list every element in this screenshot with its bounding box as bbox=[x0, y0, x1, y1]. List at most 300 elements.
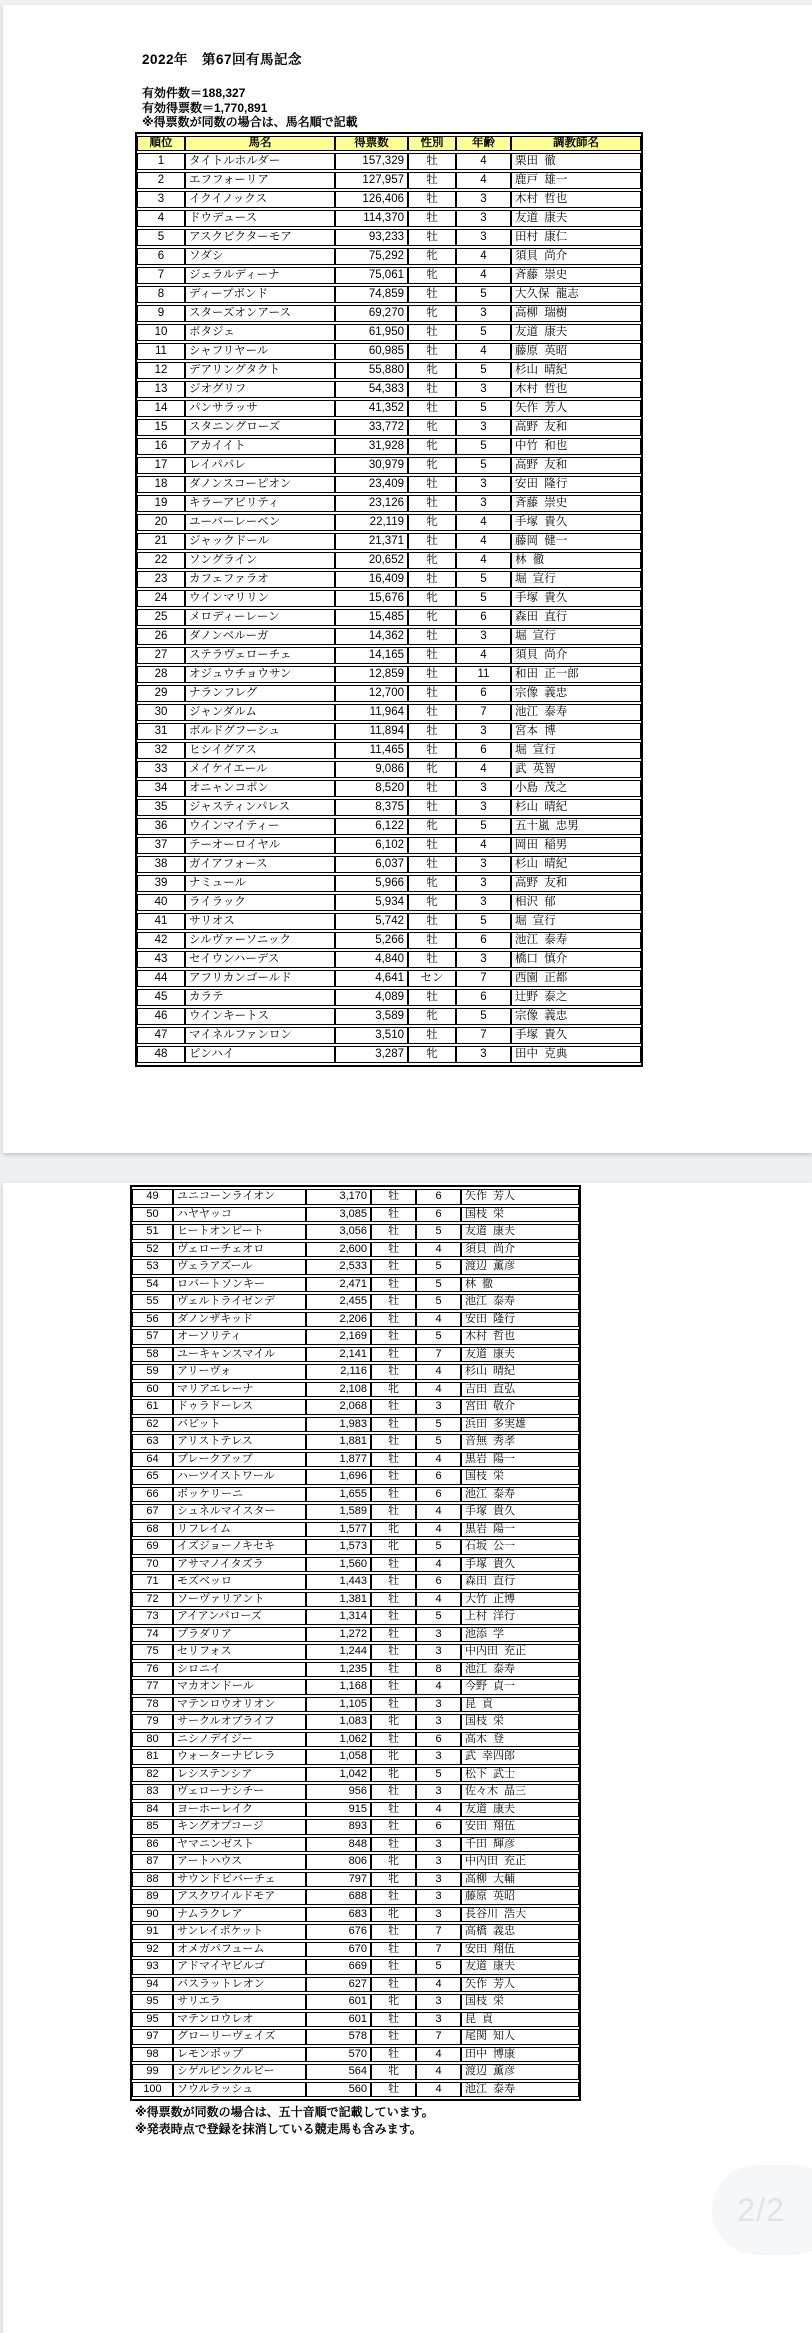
horse-name-cell: ジャンダルム bbox=[185, 704, 335, 721]
age-cell: 3 bbox=[456, 229, 511, 246]
table-row bbox=[137, 989, 641, 1006]
votes-cell: 1,560 bbox=[306, 1557, 371, 1573]
votes-cell: 893 bbox=[306, 1819, 371, 1835]
votes-cell: 1,314 bbox=[306, 1609, 371, 1625]
horse-name-cell: ウインマリリン bbox=[185, 590, 335, 607]
votes-cell: 114,370 bbox=[335, 210, 408, 227]
table-row bbox=[132, 1417, 579, 1433]
rank-cell: 95 bbox=[132, 2012, 173, 2028]
table-row bbox=[132, 1977, 579, 1993]
rank-cell: 18 bbox=[137, 476, 185, 493]
votes-cell: 127,957 bbox=[335, 172, 408, 189]
votes-cell: 4,840 bbox=[335, 951, 408, 968]
rank-cell: 17 bbox=[137, 457, 185, 474]
votes-cell: 6,122 bbox=[335, 818, 408, 835]
sex-cell: 牡 bbox=[408, 324, 456, 341]
age-cell: 7 bbox=[416, 1942, 461, 1958]
table-row bbox=[132, 1749, 579, 1765]
table-row bbox=[137, 590, 641, 607]
horse-name-cell: ニシノデイジー bbox=[173, 1732, 306, 1748]
horse-name-cell: サークルオブライフ bbox=[173, 1714, 306, 1730]
age-cell: 4 bbox=[456, 267, 511, 284]
table-row bbox=[132, 2029, 579, 2045]
trainer-cell: 高野 友和 bbox=[511, 419, 641, 436]
votes-cell: 2,169 bbox=[306, 1329, 371, 1345]
trainer-cell: 森田 直行 bbox=[511, 609, 641, 626]
age-cell: 5 bbox=[416, 1294, 461, 1310]
sex-cell: 牡 bbox=[408, 571, 456, 588]
table-row bbox=[132, 1767, 579, 1783]
age-cell: 5 bbox=[456, 286, 511, 303]
trainer-cell: 上村 洋行 bbox=[461, 1609, 579, 1625]
sex-cell: 牡 bbox=[408, 343, 456, 360]
rank-cell: 40 bbox=[137, 894, 185, 911]
votes-cell: 8,375 bbox=[335, 799, 408, 816]
horse-name-cell: カフェファラオ bbox=[185, 571, 335, 588]
horse-name-cell: アカイイト bbox=[185, 438, 335, 455]
sex-cell: 牡 bbox=[371, 1242, 416, 1258]
rank-cell: 15 bbox=[137, 419, 185, 436]
horse-name-cell: ガイアフォース bbox=[185, 856, 335, 873]
table-row bbox=[132, 1452, 579, 1468]
trainer-cell: 須貝 尚介 bbox=[511, 248, 641, 265]
rank-cell: 92 bbox=[132, 1942, 173, 1958]
table-row bbox=[137, 438, 641, 455]
votes-cell: 1,062 bbox=[306, 1732, 371, 1748]
trainer-cell: 田中 克典 bbox=[511, 1046, 641, 1063]
trainer-cell: 長谷川 浩大 bbox=[461, 1907, 579, 1923]
rank-cell: 52 bbox=[132, 1242, 173, 1258]
rank-cell: 11 bbox=[137, 343, 185, 360]
horse-name-cell: デアリングタクト bbox=[185, 362, 335, 379]
trainer-cell: 黒岩 陽一 bbox=[461, 1452, 579, 1468]
ranking-table-page1 bbox=[135, 132, 643, 1067]
horse-name-cell: キラーアビリティ bbox=[185, 495, 335, 512]
age-cell: 3 bbox=[456, 780, 511, 797]
table-row bbox=[132, 1207, 579, 1223]
age-cell: 7 bbox=[456, 1027, 511, 1044]
age-cell: 6 bbox=[456, 932, 511, 949]
rank-cell: 72 bbox=[132, 1592, 173, 1608]
rank-cell: 63 bbox=[132, 1434, 173, 1450]
sex-cell: 牝 bbox=[408, 609, 456, 626]
rank-cell: 86 bbox=[132, 1837, 173, 1853]
votes-cell: 1,058 bbox=[306, 1749, 371, 1765]
rank-cell: 41 bbox=[137, 913, 185, 930]
trainer-cell: 橋口 慎介 bbox=[511, 951, 641, 968]
horse-name-cell: ピンハイ bbox=[185, 1046, 335, 1063]
horse-name-cell: リフレイム bbox=[173, 1522, 306, 1538]
rank-cell: 23 bbox=[137, 571, 185, 588]
horse-name-cell: シロニイ bbox=[173, 1662, 306, 1678]
sex-cell: 牝 bbox=[371, 2064, 416, 2080]
horse-name-cell: イクイノックス bbox=[185, 191, 335, 208]
sex-cell: 牡 bbox=[408, 932, 456, 949]
sex-cell: 牡 bbox=[371, 1347, 416, 1363]
age-cell: 4 bbox=[416, 1592, 461, 1608]
trainer-cell: 石坂 公一 bbox=[461, 1539, 579, 1555]
age-cell: 5 bbox=[416, 1417, 461, 1433]
trainer-cell: 黒岩 陽一 bbox=[461, 1522, 579, 1538]
rank-cell: 90 bbox=[132, 1907, 173, 1923]
table-row bbox=[132, 1662, 579, 1678]
votes-cell: 9,086 bbox=[335, 761, 408, 778]
table-row bbox=[132, 1382, 579, 1398]
votes-cell: 2,141 bbox=[306, 1347, 371, 1363]
sex-cell: 牡 bbox=[371, 1924, 416, 1940]
sex-cell: 牡 bbox=[371, 1224, 416, 1240]
table-row bbox=[132, 1347, 579, 1363]
rank-cell: 77 bbox=[132, 1679, 173, 1695]
sex-cell: 牡 bbox=[371, 1679, 416, 1695]
horse-name-cell: ヤマニンゼスト bbox=[173, 1837, 306, 1853]
rank-cell: 82 bbox=[132, 1767, 173, 1783]
votes-cell: 2,206 bbox=[306, 1312, 371, 1328]
table-row bbox=[137, 343, 641, 360]
trainer-cell: 杉山 晴紀 bbox=[511, 362, 641, 379]
rank-cell: 75 bbox=[132, 1644, 173, 1660]
table-row bbox=[132, 1224, 579, 1240]
sex-cell: 牝 bbox=[371, 1767, 416, 1783]
votes-cell: 1,877 bbox=[306, 1452, 371, 1468]
rank-cell: 97 bbox=[132, 2029, 173, 2045]
trainer-cell: 国枝 栄 bbox=[461, 1994, 579, 2010]
horse-name-cell: シャフリヤール bbox=[185, 343, 335, 360]
age-cell: 6 bbox=[416, 1469, 461, 1485]
sex-cell: 牝 bbox=[371, 1382, 416, 1398]
sex-cell: 牡 bbox=[408, 723, 456, 740]
horse-name-cell: ジャスティンパレス bbox=[185, 799, 335, 816]
horse-name-cell: ナランフレグ bbox=[185, 685, 335, 702]
sex-cell: 牡 bbox=[408, 229, 456, 246]
table-row bbox=[137, 286, 641, 303]
rank-cell: 38 bbox=[137, 856, 185, 873]
horse-name-cell: オーソリティ bbox=[173, 1329, 306, 1345]
table-row bbox=[132, 1189, 579, 1205]
sex-cell: 牡 bbox=[408, 153, 456, 170]
horse-name-cell: プラダリア bbox=[173, 1627, 306, 1643]
rank-cell: 83 bbox=[132, 1784, 173, 1800]
votes-cell: 75,061 bbox=[335, 267, 408, 284]
rank-cell: 95 bbox=[132, 1994, 173, 2010]
sex-cell: 牡 bbox=[371, 1434, 416, 1450]
sex-cell: 牡 bbox=[371, 1837, 416, 1853]
rank-cell: 89 bbox=[132, 1889, 173, 1905]
trainer-cell: 杉山 晴紀 bbox=[511, 856, 641, 873]
votes-cell: 41,352 bbox=[335, 400, 408, 417]
age-cell: 4 bbox=[456, 514, 511, 531]
table-row bbox=[132, 1259, 579, 1275]
sex-cell: 牡 bbox=[371, 1469, 416, 1485]
votes-cell: 30,979 bbox=[335, 457, 408, 474]
horse-name-cell: マカオンドール bbox=[173, 1679, 306, 1695]
sex-cell: 牝 bbox=[371, 1854, 416, 1870]
table-row bbox=[132, 1574, 579, 1590]
trainer-cell: 辻野 泰之 bbox=[511, 989, 641, 1006]
sex-cell: 牡 bbox=[408, 647, 456, 664]
rank-cell: 24 bbox=[137, 590, 185, 607]
rank-cell: 79 bbox=[132, 1714, 173, 1730]
sex-cell: 牡 bbox=[371, 1504, 416, 1520]
sex-cell: 牝 bbox=[371, 1907, 416, 1923]
trainer-cell: 大竹 正博 bbox=[461, 1592, 579, 1608]
trainer-cell: 宗像 義忠 bbox=[511, 685, 641, 702]
horse-name-cell: オメガパフューム bbox=[173, 1942, 306, 1958]
trainer-cell: 宗像 義忠 bbox=[511, 1008, 641, 1025]
horse-name-cell: ヒートオンビート bbox=[173, 1224, 306, 1240]
trainer-cell: 木村 哲也 bbox=[461, 1329, 579, 1345]
votes-cell: 1,168 bbox=[306, 1679, 371, 1695]
sex-cell: 牝 bbox=[408, 438, 456, 455]
votes-cell: 54,383 bbox=[335, 381, 408, 398]
sex-cell: 牡 bbox=[371, 1627, 416, 1643]
table-row bbox=[137, 837, 641, 854]
trainer-cell: 大久保 龍志 bbox=[511, 286, 641, 303]
age-cell: 3 bbox=[456, 381, 511, 398]
footnotes bbox=[135, 2104, 812, 2138]
horse-name-cell: ナムラクレア bbox=[173, 1907, 306, 1923]
age-cell: 4 bbox=[416, 2064, 461, 2080]
table-row bbox=[132, 2082, 579, 2098]
age-cell: 3 bbox=[416, 1644, 461, 1660]
trainer-cell: 手塚 貴久 bbox=[461, 1504, 579, 1520]
rank-cell: 3 bbox=[137, 191, 185, 208]
horse-name-cell: セリフォス bbox=[173, 1644, 306, 1660]
table-row bbox=[137, 1027, 641, 1044]
age-cell: 3 bbox=[416, 1907, 461, 1923]
footnote-tie-rule: ※得票数が同数の場合は、五十音順で記載しています。 bbox=[135, 2105, 434, 2119]
rank-cell: 30 bbox=[137, 704, 185, 721]
age-cell: 5 bbox=[416, 1224, 461, 1240]
trainer-cell: 栗田 徹 bbox=[511, 153, 641, 170]
sex-cell: 牝 bbox=[371, 1539, 416, 1555]
column-header-horse-name: 馬名 bbox=[185, 136, 335, 151]
age-cell: 3 bbox=[416, 1714, 461, 1730]
age-cell: 6 bbox=[416, 1574, 461, 1590]
sex-cell: 牝 bbox=[408, 1046, 456, 1063]
trainer-cell: 国枝 栄 bbox=[461, 1469, 579, 1485]
trainer-cell: 田中 博康 bbox=[461, 2047, 579, 2063]
sex-cell: 牡 bbox=[408, 856, 456, 873]
trainer-cell: 藤岡 健一 bbox=[511, 533, 641, 550]
sex-cell: 牡 bbox=[408, 628, 456, 645]
horse-name-cell: ソングライン bbox=[185, 552, 335, 569]
votes-cell: 5,742 bbox=[335, 913, 408, 930]
table-row bbox=[137, 685, 641, 702]
table-row bbox=[137, 419, 641, 436]
horse-name-cell: ハーツイストワール bbox=[173, 1469, 306, 1485]
horse-name-cell: バスラットレオン bbox=[173, 1977, 306, 1993]
rank-cell: 39 bbox=[137, 875, 185, 892]
trainer-cell: 斉藤 崇史 bbox=[511, 267, 641, 284]
rank-cell: 55 bbox=[132, 1294, 173, 1310]
table-row bbox=[132, 1609, 579, 1625]
horse-name-cell: ハヤヤッコ bbox=[173, 1207, 306, 1223]
horse-name-cell: ウインマイティー bbox=[185, 818, 335, 835]
rank-cell: 64 bbox=[132, 1452, 173, 1468]
horse-name-cell: サウンドビバーチェ bbox=[173, 1872, 306, 1888]
sex-cell: 牡 bbox=[371, 1819, 416, 1835]
rank-cell: 16 bbox=[137, 438, 185, 455]
votes-cell: 5,266 bbox=[335, 932, 408, 949]
trainer-cell: 須貝 尚介 bbox=[461, 1242, 579, 1258]
table-row bbox=[137, 495, 641, 512]
votes-cell: 55,880 bbox=[335, 362, 408, 379]
votes-cell: 2,533 bbox=[306, 1259, 371, 1275]
votes-cell: 3,510 bbox=[335, 1027, 408, 1044]
votes-cell: 23,409 bbox=[335, 476, 408, 493]
rank-cell: 13 bbox=[137, 381, 185, 398]
rank-cell: 42 bbox=[137, 932, 185, 949]
sex-cell: 牝 bbox=[408, 875, 456, 892]
trainer-cell: 西園 正都 bbox=[511, 970, 641, 987]
column-header-age: 年齢 bbox=[456, 136, 511, 151]
rank-cell: 28 bbox=[137, 666, 185, 683]
votes-cell: 4,089 bbox=[335, 989, 408, 1006]
age-cell: 3 bbox=[416, 1837, 461, 1853]
rank-cell: 29 bbox=[137, 685, 185, 702]
votes-cell: 915 bbox=[306, 1802, 371, 1818]
horse-name-cell: マリアエレーナ bbox=[173, 1382, 306, 1398]
sex-cell: 牝 bbox=[408, 590, 456, 607]
age-cell: 5 bbox=[456, 913, 511, 930]
trainer-cell: 吉田 直弘 bbox=[461, 1382, 579, 1398]
age-cell: 4 bbox=[416, 1504, 461, 1520]
sex-cell: 牡 bbox=[371, 1889, 416, 1905]
trainer-cell: 田村 康仁 bbox=[511, 229, 641, 246]
sex-cell: 牡 bbox=[371, 1592, 416, 1608]
table-row bbox=[132, 1469, 579, 1485]
horse-name-cell: タイトルホルダー bbox=[185, 153, 335, 170]
table-row bbox=[132, 1399, 579, 1415]
rank-cell: 1 bbox=[137, 153, 185, 170]
trainer-cell: 森田 直行 bbox=[461, 1574, 579, 1590]
trainer-cell: 高橋 義忠 bbox=[461, 1924, 579, 1940]
table-row bbox=[137, 229, 641, 246]
trainer-cell: 池添 学 bbox=[461, 1627, 579, 1643]
age-cell: 7 bbox=[416, 1347, 461, 1363]
votes-cell: 22,119 bbox=[335, 514, 408, 531]
horse-name-cell: ソーヴァリアント bbox=[173, 1592, 306, 1608]
votes-cell: 16,409 bbox=[335, 571, 408, 588]
table-row bbox=[132, 1539, 579, 1555]
table-row bbox=[137, 704, 641, 721]
rank-cell: 25 bbox=[137, 609, 185, 626]
votes-cell: 683 bbox=[306, 1907, 371, 1923]
votes-cell: 1,272 bbox=[306, 1627, 371, 1643]
sex-cell: 牡 bbox=[408, 742, 456, 759]
rank-cell: 14 bbox=[137, 400, 185, 417]
votes-cell: 806 bbox=[306, 1854, 371, 1870]
age-cell: 3 bbox=[456, 875, 511, 892]
horse-name-cell: ナミュール bbox=[185, 875, 335, 892]
table-row bbox=[137, 248, 641, 265]
sex-cell: 牡 bbox=[408, 913, 456, 930]
votes-cell: 4,641 bbox=[335, 970, 408, 987]
votes-cell: 2,455 bbox=[306, 1294, 371, 1310]
rank-cell: 36 bbox=[137, 818, 185, 835]
table-row bbox=[132, 1294, 579, 1310]
trainer-cell: 林 徹 bbox=[511, 552, 641, 569]
sex-cell: 牡 bbox=[371, 1942, 416, 1958]
horse-name-cell: ユーキャンスマイル bbox=[173, 1347, 306, 1363]
sex-cell: 牡 bbox=[408, 172, 456, 189]
rank-cell: 67 bbox=[132, 1504, 173, 1520]
trainer-cell: 安田 翔伍 bbox=[461, 1819, 579, 1835]
votes-cell: 1,105 bbox=[306, 1697, 371, 1713]
trainer-cell: 高木 登 bbox=[461, 1732, 579, 1748]
sex-cell: セン bbox=[408, 970, 456, 987]
votes-cell: 69,270 bbox=[335, 305, 408, 322]
valid-entries-line: 有効件数＝188,327 bbox=[142, 86, 246, 100]
table-row bbox=[132, 1592, 579, 1608]
rank-cell: 51 bbox=[132, 1224, 173, 1240]
rank-cell: 48 bbox=[137, 1046, 185, 1063]
votes-cell: 3,056 bbox=[306, 1224, 371, 1240]
table-row bbox=[132, 1907, 579, 1923]
rank-cell: 78 bbox=[132, 1697, 173, 1713]
horse-name-cell: メイケイエール bbox=[185, 761, 335, 778]
horse-name-cell: アサマノイタズラ bbox=[173, 1557, 306, 1573]
sex-cell: 牡 bbox=[371, 1399, 416, 1415]
trainer-cell: 手塚 貴久 bbox=[511, 1027, 641, 1044]
trainer-cell: 池江 泰寿 bbox=[511, 932, 641, 949]
table-row bbox=[137, 761, 641, 778]
votes-cell: 2,108 bbox=[306, 1382, 371, 1398]
trainer-cell: 中内田 充正 bbox=[461, 1644, 579, 1660]
horse-name-cell: アスクビクターモア bbox=[185, 229, 335, 246]
sex-cell: 牡 bbox=[408, 780, 456, 797]
table-row bbox=[137, 457, 641, 474]
horse-name-cell: ステラヴェローチェ bbox=[185, 647, 335, 664]
rank-cell: 26 bbox=[137, 628, 185, 645]
horse-name-cell: シュネルマイスター bbox=[173, 1504, 306, 1520]
sex-cell: 牝 bbox=[371, 1522, 416, 1538]
sex-cell: 牡 bbox=[371, 2082, 416, 2098]
rank-cell: 99 bbox=[132, 2064, 173, 2080]
age-cell: 4 bbox=[456, 533, 511, 550]
horse-name-cell: アートハウス bbox=[173, 1854, 306, 1870]
horse-name-cell: シゲルピンクルビー bbox=[173, 2064, 306, 2080]
sex-cell: 牡 bbox=[371, 1802, 416, 1818]
trainer-cell: 斉藤 崇史 bbox=[511, 495, 641, 512]
rank-cell: 85 bbox=[132, 1819, 173, 1835]
table-row bbox=[132, 1924, 579, 1940]
horse-name-cell: ダノンベルーガ bbox=[185, 628, 335, 645]
sex-cell: 牡 bbox=[371, 1574, 416, 1590]
trainer-cell: 高野 友和 bbox=[511, 875, 641, 892]
tie-note-line: ※得票数が同数の場合は、馬名順で記載 bbox=[142, 115, 358, 129]
rank-cell: 34 bbox=[137, 780, 185, 797]
votes-cell: 560 bbox=[306, 2082, 371, 2098]
horse-name-cell: ウインキートス bbox=[185, 1008, 335, 1025]
table-row bbox=[137, 799, 641, 816]
trainer-cell: 矢作 芳人 bbox=[511, 400, 641, 417]
sex-cell: 牡 bbox=[408, 400, 456, 417]
votes-cell: 956 bbox=[306, 1784, 371, 1800]
age-cell: 6 bbox=[456, 742, 511, 759]
horse-name-cell: ヨーホーレイク bbox=[173, 1802, 306, 1818]
table-row bbox=[137, 400, 641, 417]
sex-cell: 牡 bbox=[371, 2012, 416, 2028]
votes-cell: 8,520 bbox=[335, 780, 408, 797]
sex-cell: 牡 bbox=[371, 1312, 416, 1328]
horse-name-cell: スターズオンアース bbox=[185, 305, 335, 322]
age-cell: 6 bbox=[456, 989, 511, 1006]
horse-name-cell: アイアンバローズ bbox=[173, 1609, 306, 1625]
trainer-cell: 渡辺 薫彦 bbox=[461, 1259, 579, 1275]
rank-cell: 93 bbox=[132, 1959, 173, 1975]
